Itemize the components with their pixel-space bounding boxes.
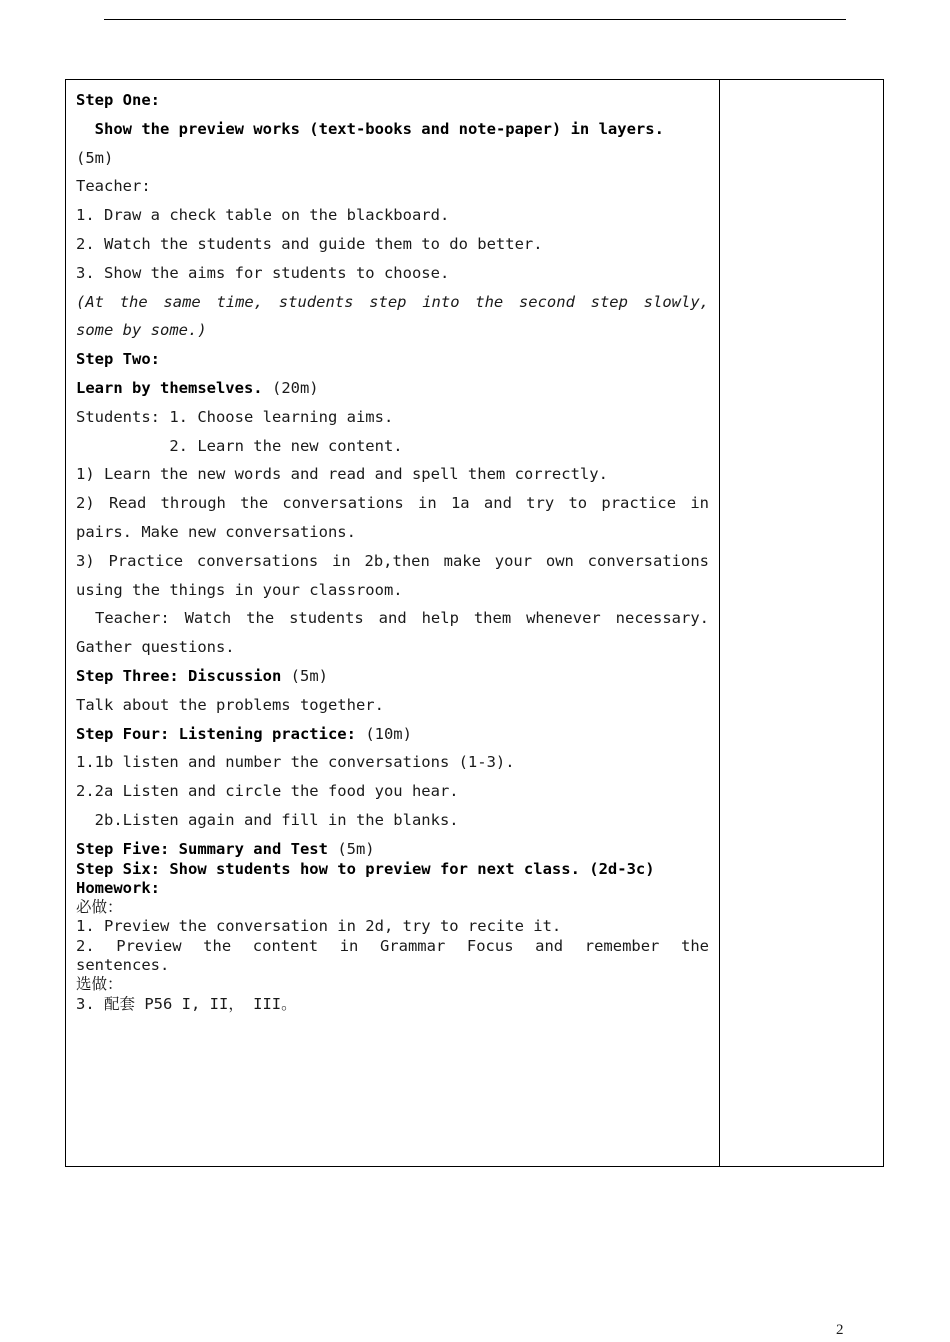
listening-item: 1.1b listen and number the conversations (1-3).	[76, 753, 515, 772]
homework-required: 必做：	[76, 898, 123, 917]
step-three-time: (5m)	[290, 666, 328, 685]
homework-title: Homework:	[76, 878, 160, 897]
step-two-item: 1) Learn the new words and read and spell them correctly.	[76, 465, 608, 484]
step-two-time: (20m)	[271, 378, 319, 397]
step-two-teacher: Teacher: Watch the students and help them whenever necessary.	[95, 609, 709, 628]
homework-optional: 选做：	[76, 975, 123, 994]
homework-item: 2. Preview the content in Grammar Focus and remember the	[76, 936, 709, 955]
teacher-item: 1. Draw a check table on the blackboard.	[76, 206, 450, 225]
step-one-time: (5m)	[76, 148, 114, 167]
step-one-note: (At the same time, students step into the second step slowly,	[76, 292, 709, 311]
listening-item: 2b.Listen again and fill in the blanks.	[76, 810, 459, 829]
students-aim-2: 2. Learn the new content.	[76, 436, 403, 455]
page-number: 2	[836, 1322, 844, 1338]
step-one-title: Step One:	[76, 91, 160, 109]
column-divider	[719, 80, 720, 1166]
step-five-title: Step Five: Summary and Test	[76, 839, 328, 858]
homework-item-cont: sentences.	[76, 956, 170, 974]
listening-item: 2.2a Listen and circle the food you hear.	[76, 782, 459, 801]
step-six-title: Step Six: Show students how to preview for next class. (2d-3c)	[76, 859, 655, 878]
step-one-subtitle: Show the preview works (text-books and note-paper) in layers.	[94, 119, 664, 138]
lesson-table	[65, 79, 884, 1167]
step-two-teacher-cont: Gather questions.	[76, 638, 235, 657]
teacher-label: Teacher:	[76, 177, 151, 196]
step-four-time: (10m)	[365, 724, 412, 743]
step-two-item: 3) Practice conversations in 2b,then make your own conversations	[76, 551, 709, 570]
step-two-item-cont: pairs. Make new conversations.	[76, 522, 356, 541]
step-two-item-cont: using the things in your classroom.	[76, 580, 403, 599]
step-three-title: Step Three: Discussion	[76, 666, 282, 685]
teacher-item: 2. Watch the students and guide them to do better.	[76, 234, 543, 253]
step-two-heading: Learn by themselves.	[76, 378, 263, 397]
homework-item: 3. 配套 P56 I, II， III。	[76, 994, 297, 1013]
homework-item: 1. Preview the conversation in 2d, try to recite it.	[76, 917, 562, 936]
header-rule	[104, 19, 846, 20]
step-five-time: (5m)	[337, 839, 375, 858]
step-two-title: Step Two:	[76, 350, 160, 369]
step-two-item: 2) Read through the conversations in 1a and try to practice in	[76, 494, 709, 513]
step-three-text: Talk about the problems together.	[76, 695, 384, 714]
step-one-note-cont: some by some.)	[76, 321, 207, 340]
students-aim-1: Students: 1. Choose learning aims.	[76, 407, 394, 426]
lesson-steps-cell	[76, 86, 709, 1014]
step-four-title: Step Four: Listening practice:	[76, 724, 356, 743]
teacher-item: 3. Show the aims for students to choose.	[76, 263, 450, 282]
